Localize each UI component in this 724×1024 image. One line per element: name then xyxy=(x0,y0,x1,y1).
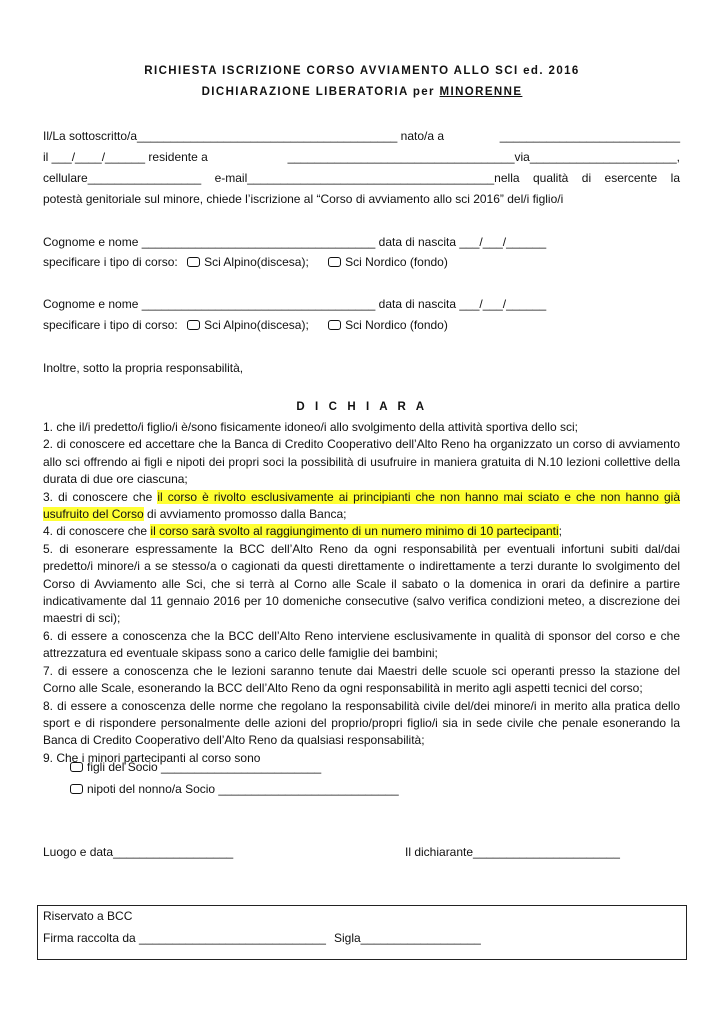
address-field[interactable]: __________________________________via______________________, xyxy=(287,150,680,164)
child-2-course-row xyxy=(43,318,680,333)
alpine-label: Sci Alpino(discesa); xyxy=(204,255,309,269)
declaration-item-1: 1. che il/i predetto/i figlio/i è/sono fisicamente idoneo/i allo svolgimento della attività sportiva dello sci; xyxy=(43,420,578,434)
birthplace-field[interactable]: ___________________________ xyxy=(499,129,680,143)
item-4-suffix: ; xyxy=(558,524,562,539)
child-1-course-row xyxy=(43,255,680,270)
declaration-item-9: 9. Che i minori partecipanti al corso sono xyxy=(43,750,261,765)
declarant-row-2 xyxy=(43,150,680,165)
figli-label: figli del Socio ________________________ xyxy=(87,760,322,774)
nordic-label: Sci Nordico (fondo) xyxy=(345,318,448,332)
dichiarante-signature-field[interactable]: Il dichiarante______________________ xyxy=(405,845,620,859)
declaration-item-5: 5. di esonerare espressamente la BCC dell’Alto Reno da ogni responsabilità per eventuali infortuni subiti dal/dai predetto/i minore/i a se stesso/a o cagionati da questi direttamente o indirettamente a terzi durante lo svolgimento del Corso di Avviamento alle Sci, che si terrà al Corno alle Scale il sabato o la domenica in orari da definire a partire indicativamente dal 11 gennaio 2016 per 10 domeniche consecutive (salvo verifica condizioni meteo, a discrezione dei maestri di sci); xyxy=(43,541,680,626)
nordic-option[interactable] xyxy=(328,255,448,269)
child-2-name-field[interactable]: Cognome e nome ___________________________________ data di nascita ___/___/______ xyxy=(43,297,547,311)
nordic-option[interactable] xyxy=(328,318,448,332)
declaration-item-6: 6. di essere a conoscenza che la BCC dell’Alto Reno interviene esclusivamente in qualità di sponsor del corso e che attrezzatura ed eventuale skipass sono a carico delle famiglie dei bambini; xyxy=(43,628,680,661)
subtitle-underlined: MINORENNE xyxy=(439,86,523,98)
subtitle-prefix: DICHIARAZIONE LIBERATORIA per xyxy=(201,86,440,98)
item-3-highlight: il corso è rivolto esclusivamente ai principianti che non hanno mai sciato e che non hanno già usufruito del Corso xyxy=(43,489,680,522)
item-4-prefix: 4. di conoscere che xyxy=(43,524,151,539)
course-type-label: specificare i tipo di corso: xyxy=(43,255,178,269)
row3-word: qualità xyxy=(532,171,569,185)
bcc-reserved-box xyxy=(37,905,687,960)
nipoti-option[interactable] xyxy=(70,782,707,797)
form-title: RICHIESTA ISCRIZIONE CORSO AVVIAMENTO ALLO SCI ed. 2016 xyxy=(144,65,580,77)
declaration-item-3 xyxy=(43,489,680,524)
course-type-label: specificare i tipo di corso: xyxy=(43,318,178,332)
alpine-option[interactable] xyxy=(187,255,309,269)
alpine-checkbox[interactable] xyxy=(187,257,200,267)
firma-raccolta-field[interactable]: Firma raccolta da ____________________________ xyxy=(43,931,326,945)
declarations-list xyxy=(43,419,680,767)
declaration-item-8: 8. di essere a conoscenza delle norme che regolano la responsabilità civile del/dei minore/i in merito alla pratica dello sport e di rispondere personalmente delle azioni del proprio/propri figlio/i sia in sede civile che penale esonerando la Banca di Credito Cooperativo dell’Alto Reno da qualsiasi responsabilità; xyxy=(43,698,680,748)
inoltre-text: Inoltre, sotto la propria responsabilità, xyxy=(43,361,244,375)
figli-option[interactable] xyxy=(70,760,707,775)
item-3-suffix: di avviamento promosso dalla Banca; xyxy=(143,507,347,522)
nordic-checkbox[interactable] xyxy=(328,320,341,330)
nordic-checkbox[interactable] xyxy=(328,257,341,267)
nordic-label: Sci Nordico (fondo) xyxy=(345,255,448,269)
nipoti-checkbox[interactable] xyxy=(70,784,83,794)
declarant-row-3 xyxy=(43,171,680,186)
birthdate-field[interactable]: il ___/____/______ residente a xyxy=(43,150,208,164)
phone-field[interactable]: cellulare_________________ xyxy=(43,171,202,185)
declarant-row-4: potestà genitoriale sul minore, chiede l’iscrizione al “Corso di avviamento allo sci 2016” del/i figlio/i xyxy=(43,192,564,206)
alpine-checkbox[interactable] xyxy=(187,320,200,330)
item-3-prefix: 3. di conoscere che xyxy=(43,489,158,504)
luogo-data-field[interactable]: Luogo e data__________________ xyxy=(43,845,234,859)
declaration-item-2: 2. di conoscere ed accettare che la Banca di Credito Cooperativo dell’Alto Reno ha organizzato un corso di avviamento allo sci offrendo ai figli e nipoti dei propri soci la possibilità di usufruire in maniera gratuita di N.10 lezioni collettive della durata di due ore ciascuna; xyxy=(43,437,680,487)
email-field[interactable]: e-mail_____________________________________nella xyxy=(214,171,520,185)
item-4-highlight: il corso sarà svolto al raggiungimento di un numero minimo di 10 partecipanti xyxy=(150,524,559,539)
dichiara-heading: D I C H I A R A xyxy=(296,401,428,413)
declaration-item-7: 7. di essere a conoscenza che le lezioni saranno tenute dai Maestri delle scuole sci operanti presso la stazione del Corno alle Scale, esonerando la BCC dell’Alto Reno da ogni responsabilità in merito agli aspetti tecnici del corso; xyxy=(43,663,680,696)
sigla-field[interactable]: Sigla__________________ xyxy=(334,931,481,945)
figli-checkbox[interactable] xyxy=(70,762,83,772)
bcc-box-title: Riservato a BCC xyxy=(43,909,133,923)
declarant-name-field[interactable]: Il/La sottoscritto/a_______________________________________ nato/a a xyxy=(43,129,445,143)
child-1-name-field[interactable]: Cognome e nome ___________________________________ data di nascita ___/___/______ xyxy=(43,235,547,249)
declaration-item-4 xyxy=(43,523,680,540)
row3-word: esercente xyxy=(604,171,658,185)
row3-word: la xyxy=(670,171,680,185)
alpine-label: Sci Alpino(discesa); xyxy=(204,318,309,332)
nipoti-label: nipoti del nonno/a Socio ___________________________ xyxy=(87,782,399,796)
declarant-row-1 xyxy=(43,129,680,144)
form-subtitle xyxy=(0,86,724,98)
row3-word: di xyxy=(581,171,592,185)
alpine-option[interactable] xyxy=(187,318,309,332)
